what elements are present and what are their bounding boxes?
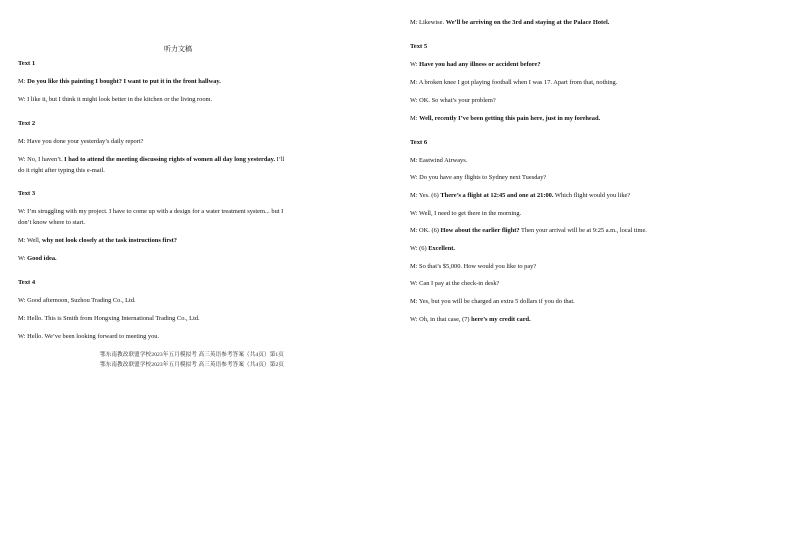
text1-line2: W: I like it, but I think it might look better in the kitchen or the living room. xyxy=(18,96,213,103)
text6-heading: Text 6 xyxy=(410,139,428,146)
text6-line8: W: Can I pay at the check-in desk? xyxy=(410,280,500,287)
text3-heading: Text 3 xyxy=(18,190,36,197)
text3-line4: W: Good idea. xyxy=(18,255,57,262)
text5-line1: W: Have you had any illness or accident before? xyxy=(410,61,541,68)
text6-line5: M: OK. (6) How about the earlier flight? Then your arrival will be at 9:25 a.m., local time. xyxy=(410,227,647,234)
footer-page2: 鄂东南教改联盟学校2023年五月模拟考 高三英语参考答案（共4页）第2页 xyxy=(100,362,284,368)
text2-line2: W: No, I haven’t. I had to attend the meeting discussing rights of women all day long yesterday. I’ll xyxy=(18,156,285,163)
text5-line4: M: Well, recently I’ve been getting this pain here, just in my forehead. xyxy=(410,115,601,122)
text6-line3: M: Yes. (6) There’s a flight at 12:45 and one at 21:00. Which flight would you like? xyxy=(410,192,631,199)
text6-line9: M: Yes, but you will be charged an extra 5 dollars if you do that. xyxy=(410,298,575,305)
text2-heading: Text 2 xyxy=(18,120,36,127)
text1-heading: Text 1 xyxy=(18,60,36,67)
text6-line10: W: Oh, in that case, (7) here’s my credit card. xyxy=(410,316,531,323)
footer-page1: 鄂东南教改联盟学校2023年五月模拟考 高三英语参考答案（共4页）第1页 xyxy=(100,352,284,358)
text6-line7: M: So that’s $5,000. How would you like to pay? xyxy=(410,263,537,270)
text6-line2: W: Do you have any flights to Sydney next Tuesday? xyxy=(410,174,547,181)
text3-line1: W: I’m struggling with my project. I have to come up with a design for a water treatment system... but I xyxy=(18,208,284,215)
text2-line1: M: Have you done your yesterday’s daily report? xyxy=(18,138,144,145)
text5-line2: M: A broken knee I got playing football when I was 17. Apart from that, nothing. xyxy=(410,79,618,86)
text4-line2: M: Hello. This is Smith from Hongxing International Trading Co., Ltd. xyxy=(18,315,200,322)
text1-line1: M: Do you like this painting I bought? I want to put it in the front hallway. xyxy=(18,78,221,85)
text6-line6: W: (6) Excellent. xyxy=(410,245,456,252)
text5-heading: Text 5 xyxy=(410,43,428,50)
text2-line3: do it right after typing this e-mail. xyxy=(18,167,105,174)
text4-line1: W: Good afternoon, Suzhou Trading Co., Ltd. xyxy=(18,297,136,304)
text3-line2: don’t know where to start. xyxy=(18,219,86,226)
page-title: 听力文稿 xyxy=(164,45,192,53)
text4-line3: W: Hello. We’ve been looking forward to meeting you. xyxy=(18,333,160,340)
text6-line1: M: Eastwind Airways. xyxy=(410,157,468,164)
right-top-line: M: Likewise. We’ll be arriving on the 3rd and staying at the Palace Hotel. xyxy=(410,19,610,26)
text4-heading: Text 4 xyxy=(18,279,36,286)
text5-line3: W: OK. So what’s your problem? xyxy=(410,97,496,104)
text6-line4: W: Well, I need to get there in the morning. xyxy=(410,210,522,217)
text3-line3: M: Well, why not look closely at the task instructions first? xyxy=(18,237,177,244)
